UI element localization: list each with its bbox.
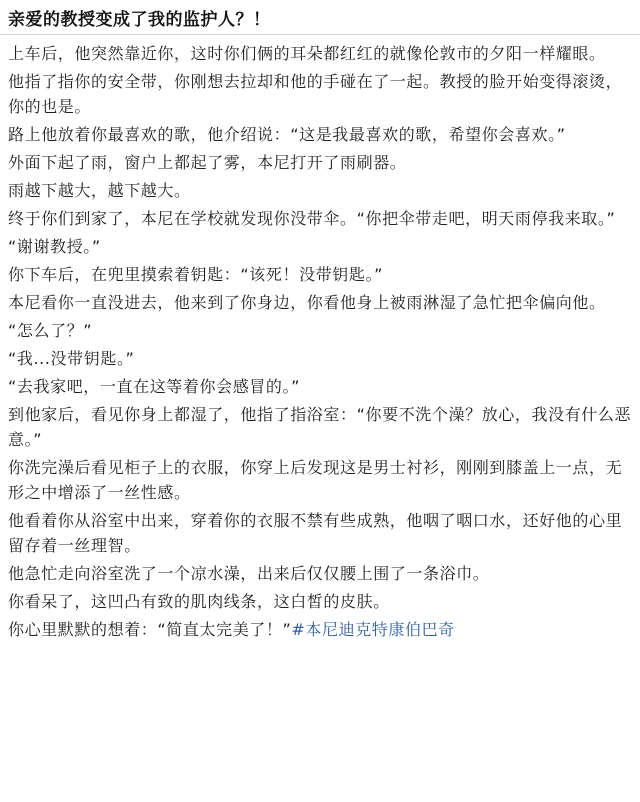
hashtag-link[interactable]: #本尼迪克特康伯巴奇 bbox=[291, 620, 455, 639]
paragraph-9: 本尼看你一直没进去，他来到了你身边，你看他身上被雨淋湿了急忙把伞偏向他。 bbox=[8, 293, 606, 312]
paragraph-17: 你看呆了，这凹凸有致的肌肉线条，这白皙的皮肤。 bbox=[8, 592, 390, 611]
paragraph-5: 雨越下越大，越下越大。 bbox=[8, 181, 191, 200]
paragraph-18-text: 你心里默默的想着：“简直太完美了！” bbox=[8, 620, 292, 639]
paragraph-10: “怎么了？” bbox=[8, 321, 93, 340]
paragraph-8: 你下车后，在兜里摸索着钥匙：“该死！没带钥匙。” bbox=[8, 265, 383, 284]
paragraph-3: 路上他放着你最喜欢的歌，他介绍说：“这是我最喜欢的歌，希望你会喜欢。” bbox=[8, 125, 566, 144]
paragraph-1: 上车后，他突然靠近你，这时你们俩的耳朵都红红的就像伦敦市的夕阳一样耀眼。 bbox=[8, 44, 606, 63]
paragraph-15: 他看着你从浴室中出来，穿着你的衣服不禁有些成熟，他咽了咽口水，还好他的心里留存着一丝理智。 bbox=[8, 511, 623, 555]
paragraph-11: “我...没带钥匙。” bbox=[8, 349, 135, 368]
paragraph-16: 他急忙走向浴室洗了一个凉水澡，出来后仅仅腰上围了一条浴巾。 bbox=[8, 564, 490, 583]
paragraph-12: “去我家吧，一直在这等着你会感冒的。” bbox=[8, 377, 300, 396]
paragraph-14: 你洗完澡后看见柜子上的衣服，你穿上后发现这是男士衬衫，刚刚到膝盖上一点，无形之中增添了一丝性感。 bbox=[8, 458, 623, 502]
paragraph-13: 到他家后，看见你身上都湿了，他指了指浴室：“你要不洗个澡？放心，我没有什么恶意。” bbox=[8, 405, 632, 449]
post-title: 亲爱的教授变成了我的监护人？！ bbox=[8, 9, 271, 30]
post-header bbox=[0, 0, 640, 35]
paragraph-4: 外面下起了雨，窗户上都起了雾，本尼打开了雨刷器。 bbox=[8, 153, 407, 172]
paragraph-6: 终于你们到家了，本尼在学校就发现你没带伞。“你把伞带走吧，明天雨停我来取。” bbox=[8, 209, 616, 228]
post-body bbox=[0, 35, 640, 642]
paragraph-7: “谢谢教授。” bbox=[8, 237, 101, 256]
paragraph-18 bbox=[8, 617, 632, 642]
paragraph-2: 他指了指你的安全带，你刚想去拉却和他的手碰在了一起。教授的脸开始变得滚烫，你的也是。 bbox=[8, 72, 623, 116]
